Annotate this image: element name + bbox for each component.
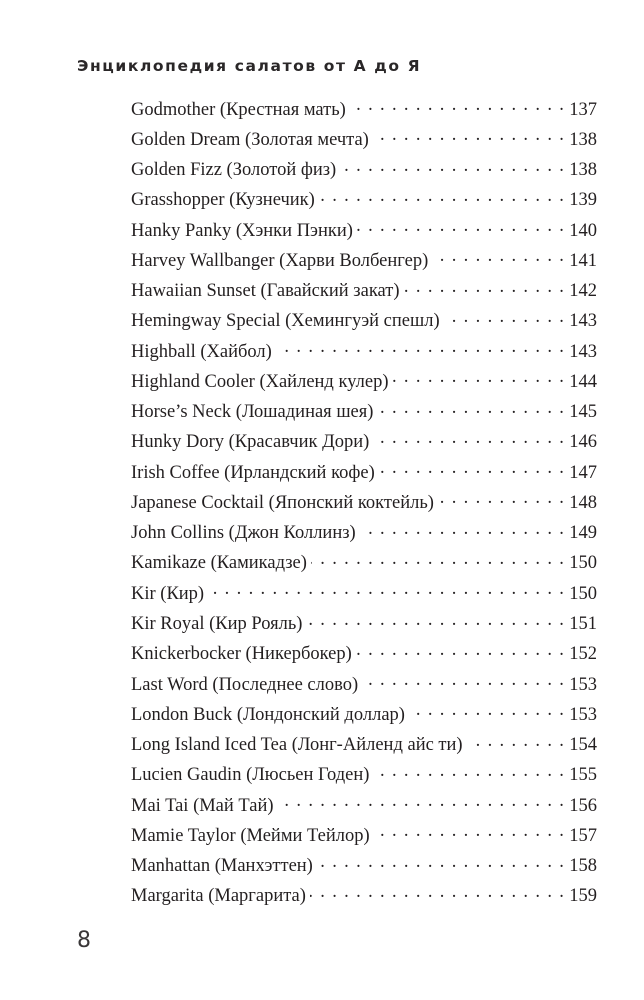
toc-entry-title: Mai Tai (Май Тай): [131, 795, 274, 816]
toc-entry-page: 140: [569, 220, 597, 241]
toc-entry-page: 138: [569, 160, 597, 181]
toc-entry: [131, 701, 597, 731]
toc-entry-title: Godmother (Крестная мать): [131, 99, 346, 120]
dot-leader: [317, 853, 565, 872]
dot-leader: [319, 187, 565, 206]
dot-leader: [404, 278, 566, 297]
toc-entry-title: Golden Fizz (Золотой физ): [131, 160, 337, 181]
toc-entry-page: 158: [569, 856, 597, 877]
dot-leader: [276, 338, 565, 357]
toc-entry-page: 151: [569, 614, 597, 635]
toc-entry: [131, 853, 597, 883]
dot-leader: [357, 217, 565, 236]
toc-entry-title: Manhattan (Манхэттен): [131, 856, 313, 877]
toc-entry: [131, 308, 597, 338]
toc-entry-title: Hemingway Special (Хемингуэй спешл): [131, 311, 440, 332]
toc-entry: [131, 278, 597, 308]
toc-entry: [131, 671, 597, 701]
dot-leader: [373, 429, 565, 448]
toc-entry-title: Mamie Taylor (Мейми Тейлор): [131, 825, 370, 846]
dot-leader: [356, 641, 565, 660]
toc-entry: [131, 96, 597, 126]
dot-leader: [373, 762, 565, 781]
dot-leader: [306, 611, 565, 630]
toc-entry: [131, 883, 597, 913]
toc-entry: [131, 247, 597, 277]
dot-leader: [467, 732, 566, 751]
toc-entry: [131, 762, 597, 792]
dot-leader: [377, 399, 565, 418]
running-head: Энциклопедия салатов от А до Я: [77, 57, 422, 75]
toc-entry: [131, 399, 597, 429]
toc-entry-title: Irish Coffee (Ирландский кофе): [131, 462, 375, 483]
dot-leader: [379, 459, 566, 478]
toc-entry-title: Harvey Wallbanger (Харви Волбенгер): [131, 250, 429, 271]
toc-entry-page: 148: [569, 492, 597, 513]
toc-entry-title: Highland Cooler (Хайленд кулер): [131, 371, 389, 392]
toc-entry-title: Kir (Кир): [131, 583, 205, 604]
dot-leader: [360, 520, 566, 539]
toc-entry-page: 143: [569, 311, 597, 332]
dot-leader: [374, 822, 566, 841]
dot-leader: [310, 883, 565, 902]
toc-entry: [131, 611, 597, 641]
toc-entry-title: Golden Dream (Золотая мечта): [131, 129, 369, 150]
toc-entry-page: 143: [569, 341, 597, 362]
toc-entry-title: Knickerbocker (Никербокер): [131, 644, 352, 665]
toc-entry-title: Highball (Хайбол): [131, 341, 272, 362]
toc-entry: [131, 187, 597, 217]
toc-entry: [131, 217, 597, 247]
dot-leader: [432, 247, 565, 266]
toc-entry: [131, 822, 597, 852]
toc-entry-title: Hawaiian Sunset (Гавайский закат): [131, 281, 400, 302]
dot-leader: [409, 701, 565, 720]
toc-entry: [131, 580, 597, 610]
toc-entry-page: 153: [569, 674, 597, 695]
toc-entry-page: 154: [569, 735, 597, 756]
toc-entry-title: Kamikaze (Камикадзе): [131, 553, 307, 574]
toc-entry: [131, 550, 597, 580]
toc-entry: [131, 338, 597, 368]
toc-entry-page: 147: [569, 462, 597, 483]
toc-entry: [131, 520, 597, 550]
dot-leader: [311, 550, 565, 569]
toc-entry-title: Lucien Gaudin (Люсьен Годен): [131, 765, 370, 786]
toc-entry-page: 144: [569, 371, 597, 392]
toc-entry-page: 139: [569, 190, 597, 211]
toc-entry-page: 137: [569, 99, 597, 120]
toc-entry-page: 159: [569, 886, 597, 907]
toc-entry: [131, 489, 597, 519]
toc-entry-page: 155: [569, 765, 597, 786]
dot-leader: [278, 792, 566, 811]
toc-entry: [131, 792, 597, 822]
toc-entry: [131, 126, 597, 156]
toc-entry-title: Grasshopper (Кузнечик): [131, 190, 315, 211]
toc-entry: [131, 368, 597, 398]
toc-entry-page: 149: [569, 523, 597, 544]
toc-entry-page: 152: [569, 644, 597, 665]
toc-entry-title: Hunky Dory (Красавчик Дори): [131, 432, 370, 453]
toc-entry: [131, 157, 597, 187]
toc-entry-title: Japanese Cocktail (Японский коктейль): [131, 492, 434, 513]
dot-leader: [208, 580, 565, 599]
toc-entry-title: Last Word (Последнее слово): [131, 674, 359, 695]
toc-entry-page: 141: [569, 250, 597, 271]
table-of-contents: [131, 96, 597, 913]
toc-entry-title: Margarita (Маргарита): [131, 886, 306, 907]
dot-leader: [373, 126, 565, 145]
dot-leader: [350, 96, 565, 115]
toc-entry-title: Horse’s Neck (Лошадиная шея): [131, 402, 374, 423]
dot-leader: [444, 308, 566, 327]
toc-entry-title: Hanky Panky (Хэнки Пэнки): [131, 220, 353, 241]
toc-entry-page: 150: [569, 553, 597, 574]
toc-entry: [131, 732, 597, 762]
page-number: 8: [77, 928, 91, 953]
toc-entry-title: Long Island Iced Tea (Лонг-Айленд айс ти): [131, 735, 463, 756]
dot-leader: [438, 489, 565, 508]
toc-entry: [131, 459, 597, 489]
toc-entry: [131, 641, 597, 671]
dot-leader: [340, 157, 565, 176]
toc-entry-page: 142: [569, 281, 597, 302]
toc-entry-page: 150: [569, 583, 597, 604]
toc-entry: [131, 429, 597, 459]
toc-entry-title: London Buck (Лондонский доллар): [131, 704, 405, 725]
dot-leader: [362, 671, 565, 690]
toc-entry-title: John Collins (Джон Коллинз): [131, 523, 356, 544]
toc-entry-page: 145: [569, 402, 597, 423]
toc-entry-page: 153: [569, 704, 597, 725]
toc-entry-page: 157: [569, 825, 597, 846]
toc-entry-page: 146: [569, 432, 597, 453]
toc-entry-title: Kir Royal (Кир Рояль): [131, 614, 303, 635]
toc-entry-page: 156: [569, 795, 597, 816]
toc-entry-page: 138: [569, 129, 597, 150]
dot-leader: [392, 368, 565, 387]
